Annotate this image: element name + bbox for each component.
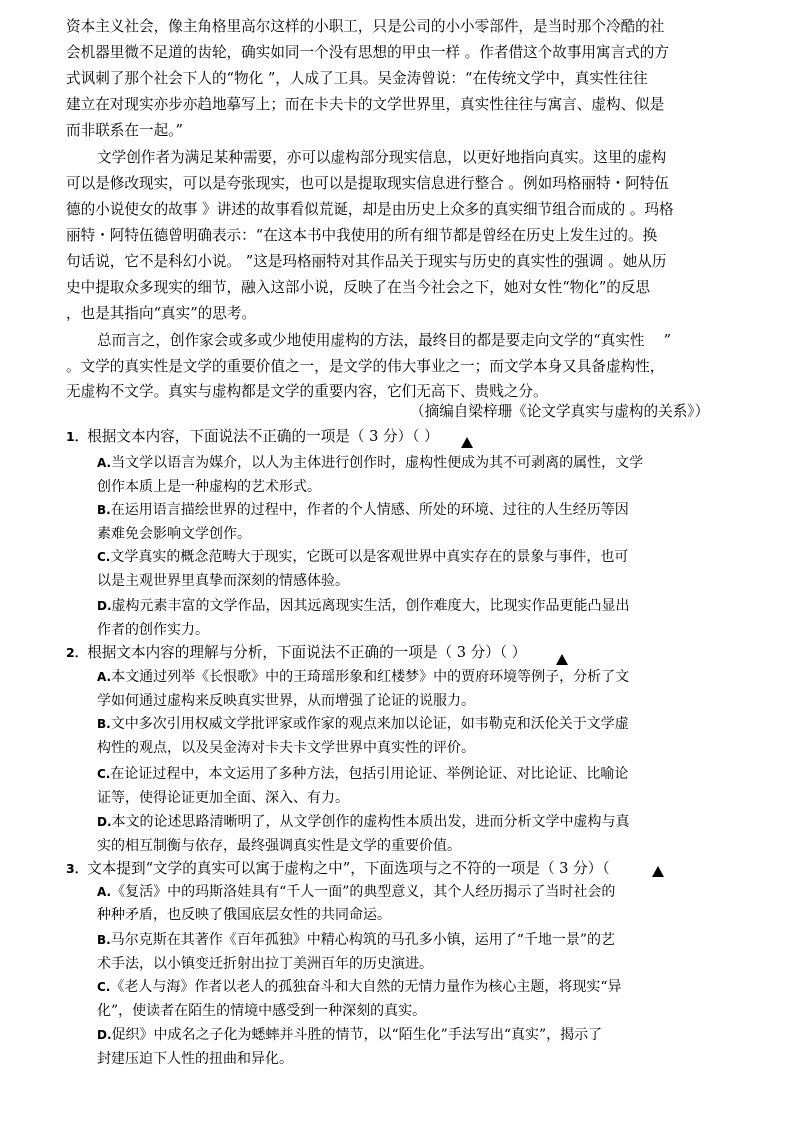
option-text-cont: 封建压迫下人性的扭曲和异化。 — [97, 1051, 293, 1067]
option-label: A. — [97, 456, 112, 470]
option-b[interactable] — [97, 929, 615, 951]
passage-line: 而非联系在一起。” — [66, 122, 183, 139]
question-number: 3． — [66, 861, 88, 876]
option-text-cont: 实的相互制衡与依存，最终强调真实性是文学的重要价值。 — [97, 838, 461, 854]
option-c[interactable] — [97, 763, 628, 785]
option-a[interactable] — [97, 452, 643, 474]
option-text: 促织》中成名之子化为蟋蟀并斗胜的情节，以“陌生化”手法写出“真实”，揭示了 — [111, 1027, 603, 1043]
passage-line: 句话说，它不是科幻小说。 ”这是玛格丽特对其作品关于现实与历史的真实性的强调 。她从历 — [66, 253, 667, 270]
option-text-cont: 素难免会影响文学创作。 — [97, 526, 251, 542]
option-text-cont: 种种矛盾，也反映了俄国底层女性的共同命运。 — [97, 907, 391, 923]
passage-line: 资本主义社会，像主角格里高尔这样的小职工，只是公司的小小零部件，是当时那个冷酷的社 — [66, 18, 665, 35]
question-stem — [66, 642, 526, 664]
option-label: A. — [97, 670, 112, 684]
question-text: 根据文本内容，下面说法不正确的一项是（ 3 分）（ ） — [87, 428, 439, 445]
option-label: C. — [97, 980, 111, 994]
answer-marker-icon — [652, 866, 664, 877]
option-c[interactable] — [97, 976, 622, 998]
option-text: 马尔克斯在其著作《百年孤独》中精心构筑的马孔多小镇，运用了“千地一景”的艺 — [110, 932, 616, 948]
option-text: 当文学以语言为媒介，以人为主体进行创作时，虚构性便成为其不可剥离的属性，文学 — [111, 455, 644, 471]
option-label: D. — [97, 815, 112, 829]
option-label: C. — [97, 767, 111, 781]
question-stem — [66, 426, 439, 448]
question-text: 文本提到“文学的真实可以寓于虚构之中”，下面选项与之不符的一项是（ 3 分）（ — [87, 860, 610, 877]
option-text: 《复活》中的玛斯洛娃具有“千人一面”的典型意义，其个人经历揭示了当时社会的 — [111, 884, 616, 900]
option-b[interactable] — [97, 713, 629, 735]
question-text: 根据文本内容的理解与分析，下面说法不正确的一项是（ 3 分）（ ） — [87, 644, 527, 661]
question-stem — [66, 858, 610, 880]
option-text: 在运用语言描绘世界的过程中，作者的个人情感、所处的环境、过往的人生经历等因 — [110, 502, 629, 518]
option-a[interactable] — [97, 666, 629, 688]
option-text-cont: 术手法，以小镇变迁折射出拉丁美洲百年的历史演进。 — [97, 956, 433, 972]
passage-line: 建立在对现实亦步亦趋地摹写上；而在卡夫卡的文学世界里，真实性往往与寓言、虚构、似是 — [66, 96, 665, 113]
passage-line: 总而言之，创作家会或多或少地使用虚构的方法，最终目的都是要走向文学的“真实性 ” — [97, 332, 672, 349]
option-text-cont: 学如何通过虚构来反映真实世界，从而增强了论证的说服力。 — [97, 693, 475, 709]
question-number: 2． — [66, 645, 88, 660]
option-text: 文学真实的概念范畴大于现实，它既可以是客观世界中真实存在的景象与事件，也可 — [110, 549, 629, 565]
answer-marker-icon — [556, 654, 568, 665]
option-text-cont: 作者的创作实力。 — [97, 622, 209, 638]
option-text: 虚构元素丰富的文学作品，因其远离现实生活，创作难度大，比现实作品更能凸显出 — [111, 598, 630, 614]
option-label: B. — [97, 717, 111, 731]
option-text: 本文通过列举《长恨歌》中的王琦瑶形象和红楼梦》中的贾府环境等例子，分析了文 — [111, 669, 630, 685]
option-d[interactable] — [97, 595, 630, 617]
option-label: C. — [97, 550, 111, 564]
option-text-cont: 创作本质上是一种虚构的艺术形式。 — [97, 479, 321, 495]
passage-line: 德的小说使女的故事 》讲述的故事看似荒诞，却是由历史上众多的真实细节组合而成的 。玛格 — [66, 201, 674, 218]
option-c[interactable] — [97, 546, 628, 568]
option-text-cont: 构性的观点，以及吴金涛对卡夫卡文学世界中真实性的评价。 — [97, 740, 475, 756]
option-label: B. — [97, 933, 111, 947]
source-citation: （摘编自梁梓珊《论文学真实与虚构的关系》） — [410, 403, 710, 420]
option-text-cont: 以是主观世界里真挚而深刻的情感体验。 — [97, 573, 349, 589]
option-text: 在论证过程中，本文运用了多种方法，包括引用论证、举例论证、对比论证、比喻论 — [110, 766, 629, 782]
option-a[interactable] — [97, 881, 615, 903]
option-d[interactable] — [97, 811, 630, 833]
passage-line: 。文学的真实性是文学的重要价值之一，是文学的伟大事业之一；而文学本身又具备虚构性， — [66, 358, 665, 375]
option-text: 文中多次引用权威文学批评家或作家的观点来加以论证，如韦勒克和沃伦关于文学虚 — [110, 716, 629, 732]
option-label: D. — [97, 1028, 112, 1042]
option-text-cont: 证等，使得论证更加全面、深入、有力。 — [97, 790, 349, 806]
passage-line: 会机器里微不足道的齿轮，确实如同一个没有思想的甲虫一样 。作者借这个故事用寓言式的方 — [66, 44, 669, 61]
option-text-cont: 化”，使读者在陌生的情境中感受到一种深刻的真实。 — [97, 1003, 427, 1019]
option-d[interactable] — [97, 1024, 602, 1046]
answer-marker-icon — [461, 437, 473, 448]
passage-line: 可以是修改现实，可以是夸张现实，也可以是提取现实信息进行整合 。例如玛格丽特・阿特伍 — [66, 175, 669, 192]
passage-line: 无虚构不文学。真实与虚构都是文学的重要内容，它们无高下、贵贱之分。 — [66, 383, 548, 400]
option-text: 本文的论述思路清晰明了，从文学创作的虚构性本质出发，进而分析文学中虚构与真 — [111, 814, 630, 830]
option-text: 《老人与海》作者以老人的孤独奋斗和大自然的无情力量作为核心主题，将现实“异 — [110, 979, 622, 995]
option-label: A. — [97, 885, 112, 899]
passage-line: 文学创作者为满足某种需要，亦可以虚构部分现实信息，以更好地指向真实。这里的虚构 — [97, 149, 667, 166]
option-label: B. — [97, 503, 111, 517]
passage-line: 史中提取众多现实的细节，融入这部小说，反映了在当今社会之下，她对女性“物化”的反思 — [66, 279, 651, 296]
question-number: 1． — [66, 429, 88, 444]
passage-line: 丽特・阿特伍德曾明确表示：“在这本书中我使用的所有细节都是曾经在历史上发生过的。换 — [66, 227, 658, 244]
option-b[interactable] — [97, 499, 629, 521]
option-label: D. — [97, 599, 112, 613]
passage-line: 式讽刺了那个社会下人的“物化 ”，人成了工具。吴金涛曾说：“在传统文学中，真实性往往 — [66, 70, 648, 87]
passage-line: ，也是其指向“真实”的思考。 — [66, 305, 257, 322]
